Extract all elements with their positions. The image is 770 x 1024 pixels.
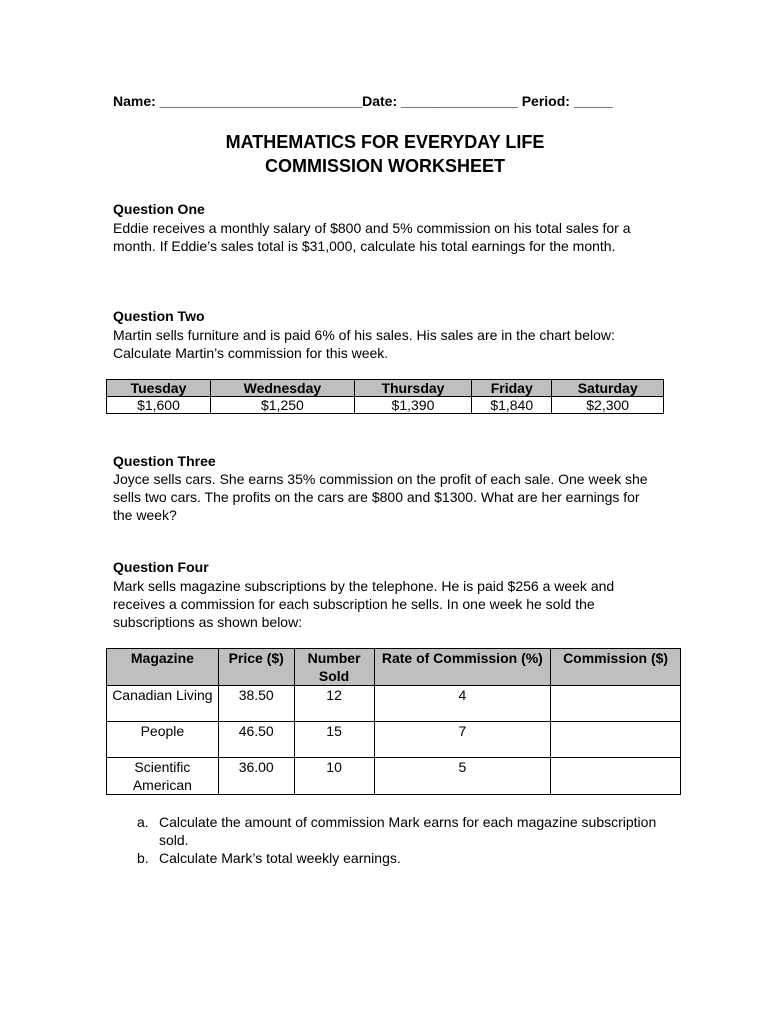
list-item (137, 813, 657, 849)
price-cell: 38.50 (218, 686, 294, 722)
question-three-title: Question Three (113, 453, 216, 469)
header-cell: Number Sold (294, 649, 374, 686)
sales-header-row (107, 380, 664, 397)
header-cell: Price ($) (218, 649, 294, 686)
question-two-text: Martin sells furniture and is paid 6% of his sales. His sales are in the chart below: Calculate Martin’s commission for this week. (113, 327, 615, 361)
price-cell: 36.00 (218, 758, 294, 795)
list-item (137, 849, 657, 867)
task-list (137, 813, 657, 867)
header-cell: Tuesday (107, 380, 211, 397)
magazine-cell: People (107, 722, 219, 758)
table-row (107, 722, 681, 758)
question-four-text: Mark sells magazine subscriptions by the telephone. He is paid $256 a week and receives a commission for each subscription he sells. In one week he sold the subscriptions as shown below: (113, 578, 615, 630)
sales-cell: $1,840 (472, 397, 552, 414)
header-cell: Magazine (107, 649, 219, 686)
name-date-period-line: Name: __________________________Date: _______________ Period: _____ (113, 93, 613, 109)
commission-cell (551, 758, 681, 795)
subscriptions-table (106, 648, 681, 795)
rate-cell: 4 (374, 686, 551, 722)
price-cell: 46.50 (218, 722, 294, 758)
sales-cell: $1,600 (107, 397, 211, 414)
task-text: Calculate the amount of commission Mark earns for each magazine subscription sold. (159, 814, 657, 848)
question-four-title: Question Four (113, 559, 209, 575)
title-line-1: MATHEMATICS FOR EVERYDAY LIFE (225, 132, 545, 152)
header-cell: Thursday (354, 380, 471, 397)
sales-cell: $1,390 (354, 397, 471, 414)
table-row (107, 758, 681, 795)
question-three-text: Joyce sells cars. She earns 35% commission on the profit of each sale. One week she sells two cars. The profits on the cars are $800 and $1300. What are her earnings for the week? (113, 471, 648, 523)
number-sold-cell: 12 (294, 686, 374, 722)
header-cell: Commission ($) (551, 649, 681, 686)
sales-cell: $1,250 (210, 397, 354, 414)
number-sold-cell: 10 (294, 758, 374, 795)
rate-cell: 7 (374, 722, 551, 758)
task-label: b. (137, 850, 149, 866)
header-cell: Wednesday (210, 380, 354, 397)
header-cell: Friday (472, 380, 552, 397)
magazine-cell: Canadian Living (107, 686, 219, 722)
sales-cell: $2,300 (552, 397, 664, 414)
question-one-text: Eddie receives a monthly salary of $800 and 5% commission on his total sales for a month. If Eddie’s sales total is $31,000, calculate his total earnings for the month. (113, 220, 631, 254)
sales-table (106, 379, 664, 414)
number-sold-cell: 15 (294, 722, 374, 758)
table-row (107, 686, 681, 722)
header-cell: Rate of Commission (%) (374, 649, 551, 686)
title-line-2: COMMISSION WORKSHEET (264, 156, 505, 176)
subscriptions-header-row (107, 649, 681, 686)
task-label: a. (137, 814, 149, 830)
question-two-title: Question Two (113, 308, 205, 324)
task-text: Calculate Mark’s total weekly earnings. (159, 850, 401, 866)
commission-cell (551, 722, 681, 758)
rate-cell: 5 (374, 758, 551, 795)
header-cell: Saturday (552, 380, 664, 397)
question-one-title: Question One (113, 201, 205, 217)
commission-cell (551, 686, 681, 722)
sales-value-row (107, 397, 664, 414)
magazine-cell: Scientific American (107, 758, 219, 795)
